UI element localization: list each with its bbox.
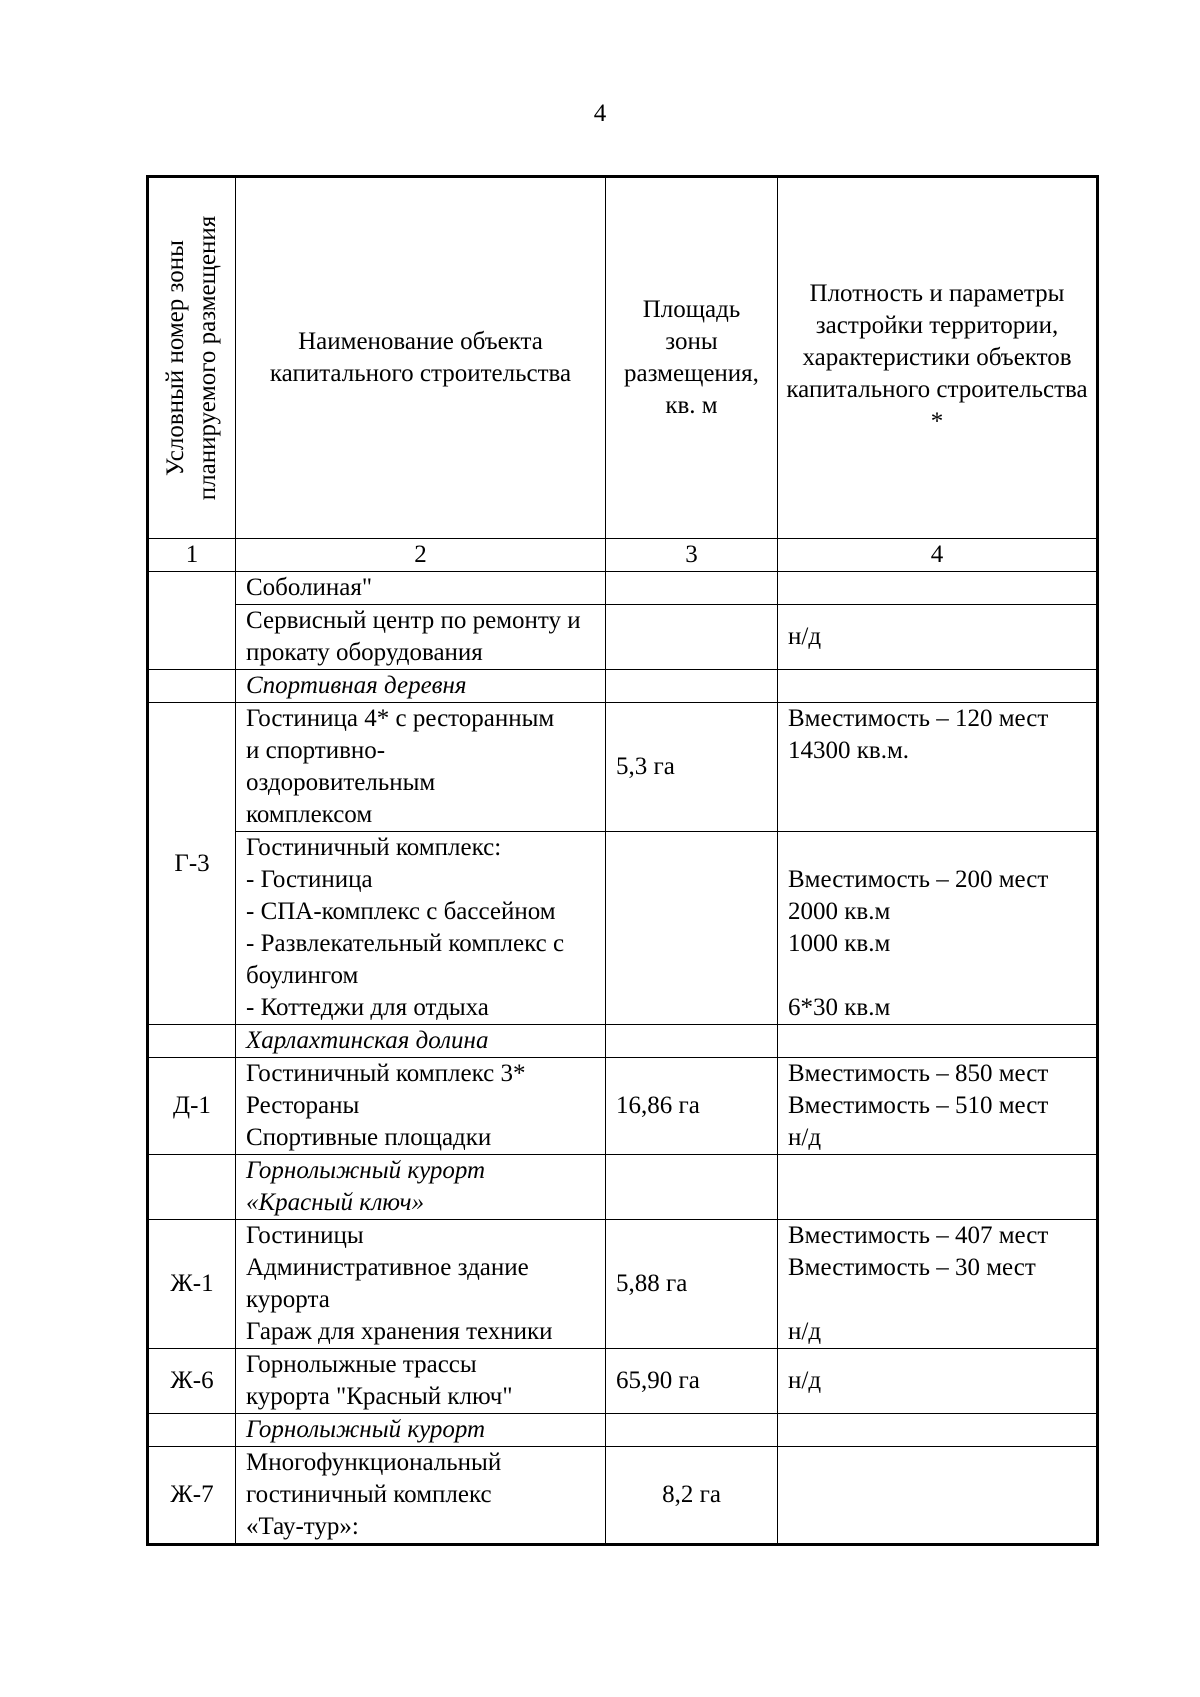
name-line: - Развлекательный комплекс с боулингом bbox=[246, 930, 565, 989]
area-cell bbox=[606, 1414, 778, 1447]
column-number: 4 bbox=[778, 539, 1098, 572]
zone-code-cell bbox=[148, 1025, 236, 1058]
section-title-line: Горнолыжный курорт bbox=[246, 1157, 486, 1184]
zone-code-cell bbox=[148, 572, 236, 670]
object-name-cell: Сервисный центр по ремонту и прокату оборудования bbox=[236, 605, 606, 670]
zone-code-cell bbox=[148, 1155, 236, 1220]
object-name-cell bbox=[236, 832, 606, 1025]
param-line: 14300 кв.м. bbox=[788, 737, 910, 764]
name-line: - Гостиница bbox=[246, 866, 373, 893]
section-title bbox=[236, 1155, 606, 1220]
zone-code: Ж-6 bbox=[148, 1349, 236, 1414]
params-cell bbox=[778, 1155, 1098, 1220]
column-number: 1 bbox=[148, 539, 236, 572]
name-line: - Коттеджи для отдыха bbox=[246, 994, 489, 1021]
table-row bbox=[148, 1058, 1098, 1155]
params-cell bbox=[778, 572, 1098, 605]
table-row bbox=[148, 832, 1098, 1025]
param-line: н/д bbox=[788, 1124, 822, 1151]
area-cell: 8,2 га bbox=[606, 1447, 778, 1545]
param-line: Вместимость – 850 мест bbox=[788, 1060, 1049, 1087]
name-line: Гостиничный комплекс 3* bbox=[246, 1060, 526, 1087]
table-row bbox=[148, 703, 1098, 832]
table-row bbox=[148, 1447, 1098, 1545]
area-cell bbox=[606, 832, 778, 1025]
header-zone-number: Условный номер зоны планируемого размещения bbox=[148, 177, 236, 539]
zone-code-cell bbox=[148, 1414, 236, 1447]
name-line: Гостиницы bbox=[246, 1222, 364, 1249]
area-cell bbox=[606, 605, 778, 670]
header-object-name: Наименование объекта капитального строительства bbox=[236, 177, 606, 539]
table-row bbox=[148, 605, 1098, 670]
params-cell bbox=[778, 1414, 1098, 1447]
param-line: Вместимость – 120 мест bbox=[788, 705, 1049, 732]
zone-code: Ж-1 bbox=[148, 1220, 236, 1349]
section-row bbox=[148, 1025, 1098, 1058]
area-cell: 5,3 га bbox=[606, 703, 778, 832]
area-cell: 16,86 га bbox=[606, 1058, 778, 1155]
name-line: Гостиничный комплекс: bbox=[246, 834, 502, 861]
name-line: Административное здание курорта bbox=[246, 1254, 529, 1313]
section-title: Спортивная деревня bbox=[236, 670, 606, 703]
params-cell bbox=[778, 703, 1098, 832]
name-line: Спортивные площадки bbox=[246, 1124, 492, 1151]
zones-table bbox=[146, 175, 1099, 1546]
param-line: Вместимость – 200 мест bbox=[788, 866, 1049, 893]
column-number-row bbox=[148, 539, 1098, 572]
object-name-cell: Соболиная" bbox=[236, 572, 606, 605]
params-cell: н/д bbox=[778, 605, 1098, 670]
params-cell bbox=[778, 1058, 1098, 1155]
param-line: Вместимость – 407 мест bbox=[788, 1222, 1049, 1249]
param-line: Вместимость – 30 мест bbox=[788, 1254, 1036, 1281]
section-title: Харлахтинская долина bbox=[236, 1025, 606, 1058]
area-cell: 65,90 га bbox=[606, 1349, 778, 1414]
table-row bbox=[148, 1349, 1098, 1414]
name-line: Гараж для хранения техники bbox=[246, 1318, 553, 1345]
param-line: н/д bbox=[788, 1318, 822, 1345]
header-area: Площадь зоны размещения, кв. м bbox=[606, 177, 778, 539]
object-name-cell: Горнолыжные трассы курорта "Красный ключ" bbox=[236, 1349, 606, 1414]
params-cell bbox=[778, 670, 1098, 703]
params-cell bbox=[778, 1025, 1098, 1058]
name-line: Рестораны bbox=[246, 1092, 360, 1119]
params-cell bbox=[778, 1447, 1098, 1545]
param-line: Вместимость – 510 мест bbox=[788, 1092, 1049, 1119]
param-line: 1000 кв.м bbox=[788, 930, 891, 957]
name-line: - СПА-комплекс с бассейном bbox=[246, 898, 556, 925]
table-row bbox=[148, 1220, 1098, 1349]
param-line: 6*30 кв.м bbox=[788, 994, 891, 1021]
area-cell bbox=[606, 1155, 778, 1220]
table-row bbox=[148, 572, 1098, 605]
area-cell bbox=[606, 572, 778, 605]
object-name-cell: Многофункциональный гостиничный комплекс «Тау-тур»: bbox=[236, 1447, 606, 1545]
section-row bbox=[148, 1155, 1098, 1220]
params-cell bbox=[778, 1220, 1098, 1349]
area-cell bbox=[606, 1025, 778, 1058]
area-cell bbox=[606, 670, 778, 703]
object-name-cell bbox=[236, 1220, 606, 1349]
section-row bbox=[148, 670, 1098, 703]
column-number: 3 bbox=[606, 539, 778, 572]
table-header-row bbox=[148, 177, 1098, 539]
zone-code-cell bbox=[148, 670, 236, 703]
object-name-cell: Гостиница 4* с ресторанным и спортивно-оздоровительным комплексом bbox=[236, 703, 606, 832]
section-row bbox=[148, 1414, 1098, 1447]
page-number: 4 bbox=[593, 100, 607, 127]
area-cell: 5,88 га bbox=[606, 1220, 778, 1349]
object-name-cell bbox=[236, 1058, 606, 1155]
zone-code: Г-3 bbox=[148, 703, 236, 1025]
section-title: Горнолыжный курорт bbox=[236, 1414, 606, 1447]
column-number: 2 bbox=[236, 539, 606, 572]
header-parameters: Плотность и параметры застройки территории, характеристики объектов капитального строительства * bbox=[778, 177, 1098, 539]
params-cell: н/д bbox=[778, 1349, 1098, 1414]
zone-code: Д-1 bbox=[148, 1058, 236, 1155]
param-line: 2000 кв.м bbox=[788, 898, 891, 925]
zone-code: Ж-7 bbox=[148, 1447, 236, 1545]
params-cell bbox=[778, 832, 1098, 1025]
section-title-line: «Красный ключ» bbox=[246, 1189, 425, 1216]
